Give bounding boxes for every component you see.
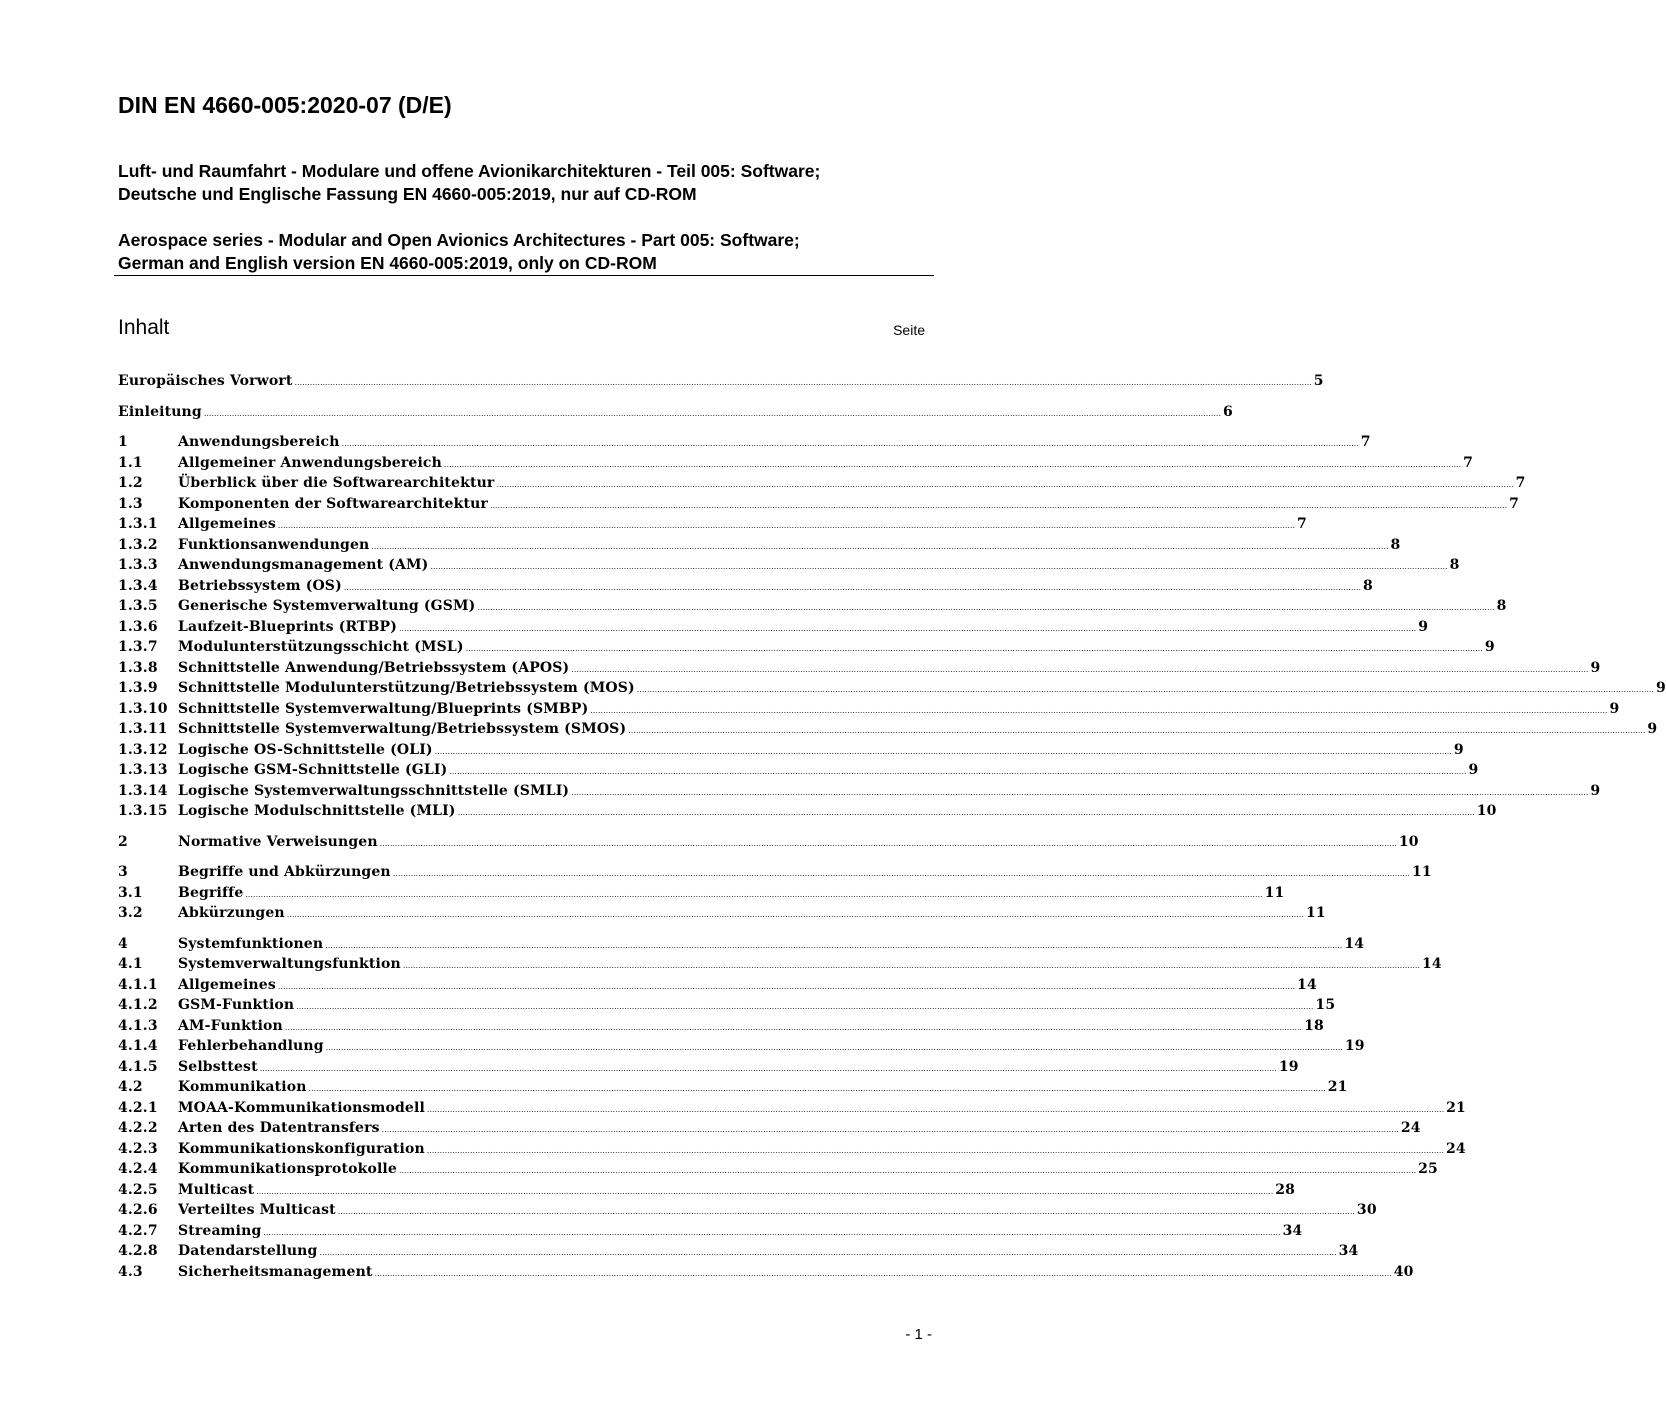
toc-entry-page: 8: [1363, 577, 1373, 594]
toc-page-column-label: Seite: [893, 322, 925, 338]
toc-entry-title: Normative Verweisungen: [178, 833, 378, 850]
toc-dot-leader: ................................................................................................................................................................................................................................................................................................................................................................................................................: [398, 1166, 1417, 1175]
toc-entry-page: 7: [1463, 454, 1474, 471]
toc-entry-page: 7: [1509, 495, 1520, 512]
toc-entry-title: Selbsttest: [178, 1058, 258, 1075]
toc-entry[interactable]: [118, 934, 1365, 955]
toc-entry-page: 30: [1356, 1202, 1377, 1218]
toc-entry-page: 25: [1418, 1161, 1438, 1177]
toc-dot-leader: ................................................................................................................................................................................................................................................................................................................................................................................................................: [443, 459, 1462, 469]
toc-entry[interactable]: [118, 1221, 1303, 1242]
toc-entry-page: 8: [1390, 536, 1401, 553]
toc-entry-page: 28: [1275, 1181, 1296, 1198]
toc-entry[interactable]: [118, 760, 1479, 781]
title-divider: [114, 275, 934, 276]
toc-entry-title: Komponenten der Softwarearchitektur: [178, 495, 488, 512]
toc-entry[interactable]: [118, 862, 1432, 883]
toc-entry-title: Abkürzungen: [178, 905, 285, 921]
toc-entry[interactable]: [118, 514, 1307, 535]
toc-entry-number: 4.2.7: [118, 1222, 158, 1239]
toc-entry[interactable]: [118, 719, 1658, 740]
toc-entry-page: 21: [1446, 1099, 1466, 1116]
toc-dot-leader: ................................................................................................................................................................................................................................................................................................................................................................................................................: [392, 869, 1410, 878]
toc-dot-leader: ................................................................................................................................................................................................................................................................................................................................................................................................................: [203, 408, 1222, 418]
toc-entry-number: 1.3.11: [118, 721, 168, 737]
toc-entry-title: Allgemeines: [178, 976, 276, 993]
toc-entry-title: Überblick über die Softwarearchitektur: [178, 475, 495, 491]
toc-entry-title: Multicast: [178, 1181, 255, 1198]
page-number: - 1 -: [905, 1326, 932, 1343]
toc-entry-number: 1.3.1: [118, 516, 158, 532]
toc-entry-title: MOAA-Kommunikationsmodell: [178, 1099, 425, 1116]
toc-entry-title: Kommunikation: [178, 1079, 307, 1095]
toc-entry-page: 9: [1590, 782, 1601, 799]
toc-entry[interactable]: [118, 740, 1464, 761]
toc-entry-number: 4.2.4: [118, 1161, 158, 1177]
toc-entry-number: 4.1.2: [118, 997, 158, 1013]
toc-dot-leader: ................................................................................................................................................................................................................................................................................................................................................................................................................: [319, 1248, 1337, 1257]
toc-entry-number: 1.3.14: [118, 782, 168, 799]
toc-entry-page: 7: [1297, 516, 1307, 532]
toc-entry-number: 1.3.2: [118, 536, 158, 553]
toc-entry-title: Systemfunktionen: [178, 935, 324, 952]
toc-dot-leader: ................................................................................................................................................................................................................................................................................................................................................................................................................: [277, 521, 1296, 530]
toc-entry[interactable]: [118, 903, 1326, 924]
toc-entry-number: 4.3: [118, 1263, 143, 1280]
toc-entry-title: Anwendungsbereich: [178, 434, 340, 450]
toc-entry-page: 9: [1453, 741, 1464, 758]
toc-entry-title: AM-Funktion: [178, 1017, 283, 1034]
toc-entry[interactable]: [118, 699, 1620, 720]
toc-entry-page: 8: [1449, 557, 1460, 573]
toc-dot-leader: ................................................................................................................................................................................................................................................................................................................................................................................................................: [457, 808, 1475, 817]
toc-dot-leader: ................................................................................................................................................................................................................................................................................................................................................................................................................: [434, 746, 1452, 756]
toc-entry-page: 34: [1338, 1243, 1359, 1259]
toc-entry[interactable]: [118, 1057, 1299, 1078]
toc-dot-leader: ................................................................................................................................................................................................................................................................................................................................................................................................................: [496, 480, 1514, 489]
toc-entry-title: Fehlerbehandlung: [178, 1038, 324, 1054]
toc-entry-page: 15: [1315, 997, 1336, 1013]
toc-entry[interactable]: [118, 781, 1601, 802]
toc-dot-leader: ................................................................................................................................................................................................................................................................................................................................................................................................................: [284, 1022, 1303, 1032]
toc-entry-number: 1.3.9: [118, 680, 158, 696]
toc-dot-leader: ................................................................................................................................................................................................................................................................................................................................................................................................................: [325, 1043, 1343, 1052]
toc-entry-page: 7: [1360, 434, 1371, 450]
toc-entry-number: 3.2: [118, 905, 143, 921]
toc-entry-number: 4.1.3: [118, 1017, 158, 1034]
toc-dot-leader: ................................................................................................................................................................................................................................................................................................................................................................................................................: [379, 838, 1397, 848]
toc-entry-number: 4.2.1: [118, 1099, 158, 1116]
toc-entry-page: 5: [1313, 373, 1324, 389]
toc-entry-title: Begriffe und Abkürzungen: [178, 864, 391, 880]
toc-entry[interactable]: [118, 494, 1520, 515]
toc-dot-leader: ................................................................................................................................................................................................................................................................................................................................................................................................................: [308, 1084, 1326, 1093]
toc-dot-leader: ................................................................................................................................................................................................................................................................................................................................................................................................................: [371, 541, 1389, 551]
toc-entry-title: Schnittstelle Systemverwaltung/Blueprints (SMBP): [178, 700, 589, 717]
toc-entry-page: 19: [1278, 1058, 1299, 1075]
toc-entry-number: 4.2: [118, 1079, 143, 1095]
toc-dot-leader: ................................................................................................................................................................................................................................................................................................................................................................................................................: [337, 1207, 1355, 1216]
german-title-line-1: Luft- und Raumfahrt - Modulare und offene Avionikarchitekturen - Teil 005: Software;: [118, 161, 821, 181]
toc-entry-page: 9: [1609, 700, 1620, 717]
toc-entry-title: GSM-Funktion: [178, 997, 295, 1013]
toc-dot-leader: ................................................................................................................................................................................................................................................................................................................................................................................................................: [286, 910, 1304, 919]
toc-entry-number: 4.2.5: [118, 1181, 158, 1198]
toc-dot-leader: ................................................................................................................................................................................................................................................................................................................................................................................................................: [341, 439, 1359, 448]
english-title-line-2: German and English version EN 4660-005:2019, only on CD-ROM: [118, 253, 657, 273]
toc-entry-page: 24: [1400, 1120, 1421, 1136]
toc-entry-number: 4.1.5: [118, 1058, 158, 1075]
toc-dot-leader: ................................................................................................................................................................................................................................................................................................................................................................................................................: [449, 767, 1467, 776]
toc-dot-leader: ................................................................................................................................................................................................................................................................................................................................................................................................................: [489, 500, 1508, 510]
toc-entry[interactable]: [118, 975, 1317, 996]
toc-entry-number: 3: [118, 864, 128, 880]
toc-dot-leader: ................................................................................................................................................................................................................................................................................................................................................................................................................: [343, 582, 1362, 592]
toc-entry-title: Schnittstelle Anwendung/Betriebssystem (APOS): [178, 659, 570, 676]
toc-dot-leader: ................................................................................................................................................................................................................................................................................................................................................................................................................: [374, 1268, 1392, 1278]
german-title-line-2: Deutsche und Englische Fassung EN 4660-005:2019, nur auf CD-ROM: [118, 184, 697, 204]
toc-entry-page: 19: [1344, 1038, 1365, 1054]
toc-entry-page: 7: [1515, 475, 1526, 491]
toc-entry[interactable]: [118, 1180, 1296, 1201]
toc-dot-leader: ................................................................................................................................................................................................................................................................................................................................................................................................................: [263, 1227, 1281, 1237]
toc-entry-number: 4.2.6: [118, 1202, 158, 1218]
toc-entry-number: 4.1: [118, 956, 143, 972]
toc-entry-number: 1.3.12: [118, 741, 168, 758]
toc-entry[interactable]: [118, 453, 1474, 474]
toc-entry-page: 18: [1304, 1017, 1324, 1034]
toc-entry-number: 4: [118, 935, 128, 952]
toc-entry[interactable]: [118, 555, 1460, 576]
toc-dot-leader: ................................................................................................................................................................................................................................................................................................................................................................................................................: [571, 787, 1589, 797]
toc-entry-page: 8: [1496, 598, 1507, 614]
toc-entry-number: 1.3.10: [118, 700, 168, 717]
toc-entry[interactable]: [118, 1241, 1359, 1262]
toc-entry-title: Funktionsanwendungen: [178, 536, 370, 553]
toc-entry[interactable]: [118, 678, 1666, 699]
toc-entry-page: 21: [1327, 1079, 1348, 1095]
toc-dot-leader: ................................................................................................................................................................................................................................................................................................................................................................................................................: [256, 1186, 1274, 1196]
toc-dot-leader: ................................................................................................................................................................................................................................................................................................................................................................................................................: [465, 644, 1483, 653]
toc-entry-title: Allgemeiner Anwendungsbereich: [178, 454, 442, 471]
toc-entry-title: Generische Systemverwaltung (GSM): [178, 598, 476, 614]
toc-entry-title: Begriffe: [178, 884, 244, 901]
toc-entry-page: 10: [1398, 833, 1419, 850]
toc-entry-title: Anwendungsmanagement (AM): [178, 557, 429, 573]
toc-dot-leader: ................................................................................................................................................................................................................................................................................................................................................................................................................: [294, 378, 1312, 387]
toc-entry[interactable]: [118, 1036, 1365, 1057]
toc-entry-title: Verteiltes Multicast: [178, 1202, 336, 1218]
toc-entry-page: 24: [1445, 1140, 1466, 1157]
toc-dot-leader: ................................................................................................................................................................................................................................................................................................................................................................................................................: [477, 603, 1495, 612]
toc-entry-page: 11: [1264, 884, 1285, 901]
toc-entry[interactable]: [118, 402, 1233, 423]
toc-entry-page: 9: [1418, 618, 1429, 635]
toc-dot-leader: ................................................................................................................................................................................................................................................................................................................................................................................................................: [402, 961, 1420, 970]
toc-entry[interactable]: [118, 1159, 1438, 1180]
toc-entry-number: 1.3.5: [118, 598, 158, 614]
toc-entry[interactable]: [118, 473, 1526, 494]
toc-entry-page: 9: [1484, 639, 1495, 655]
toc-entry-title: Kommunikationskonfiguration: [178, 1140, 425, 1157]
toc-dot-leader: ................................................................................................................................................................................................................................................................................................................................................................................................................: [426, 1104, 1445, 1114]
toc-entry-page: 40: [1393, 1263, 1414, 1280]
english-title-line-1: Aerospace series - Modular and Open Avionics Architectures - Part 005: Software;: [118, 230, 800, 250]
toc-dot-leader: ................................................................................................................................................................................................................................................................................................................................................................................................................: [430, 562, 1448, 571]
toc-entry-title: Logische OS-Schnittstelle (OLI): [178, 741, 433, 758]
toc-entry-page: 11: [1305, 905, 1326, 921]
toc-dot-leader: ................................................................................................................................................................................................................................................................................................................................................................................................................: [628, 726, 1646, 735]
toc-entry-title: Allgemeines: [178, 516, 276, 532]
toc-entry-page: 10: [1476, 803, 1497, 819]
toc-entry-title: Datendarstellung: [178, 1243, 318, 1259]
toc-entry[interactable]: [118, 954, 1442, 975]
toc-dot-leader: ................................................................................................................................................................................................................................................................................................................................................................................................................: [325, 940, 1343, 950]
toc-entry[interactable]: [118, 535, 1401, 556]
toc-dot-leader: ................................................................................................................................................................................................................................................................................................................................................................................................................: [571, 664, 1589, 674]
toc-entry[interactable]: [118, 1118, 1421, 1139]
toc-entry[interactable]: [118, 1262, 1414, 1283]
toc-entry-number: 1.3.8: [118, 659, 158, 676]
toc-entry[interactable]: [118, 371, 1324, 392]
toc-entry-number: 1.3.3: [118, 557, 158, 573]
toc-entry-title: Streaming: [178, 1222, 262, 1239]
toc-entry[interactable]: [118, 1077, 1348, 1098]
table-of-contents: [118, 371, 1666, 1282]
toc-entry[interactable]: [118, 658, 1601, 679]
toc-entry-page: 14: [1344, 935, 1365, 952]
toc-dot-leader: ................................................................................................................................................................................................................................................................................................................................................................................................................: [296, 1002, 1314, 1011]
toc-entry-number: 3.1: [118, 884, 143, 901]
german-title: [118, 160, 820, 206]
toc-entry[interactable]: [118, 637, 1495, 658]
toc-entry-number: 1.3.13: [118, 762, 168, 778]
toc-entry-number: 1.1: [118, 454, 143, 471]
toc-dot-leader: ................................................................................................................................................................................................................................................................................................................................................................................................................: [245, 889, 1263, 899]
toc-entry-number: 4.2.2: [118, 1120, 158, 1136]
toc-entry-title: Schnittstelle Modulunterstützung/Betriebssystem (MOS): [178, 680, 635, 696]
toc-entry-title: Schnittstelle Systemverwaltung/Betriebssystem (SMOS): [178, 721, 627, 737]
toc-entry-number: 4.2.8: [118, 1243, 158, 1259]
toc-entry-title: Arten des Datentransfers: [178, 1120, 380, 1136]
toc-entry-number: 1.3: [118, 495, 143, 512]
toc-entry[interactable]: [118, 576, 1373, 597]
toc-entry-number: 1.3.4: [118, 577, 158, 594]
toc-entry[interactable]: [118, 801, 1497, 822]
toc-entry-page: 9: [1647, 721, 1658, 737]
toc-entry-number: 1: [118, 434, 128, 450]
toc-entry-number: 4.1.4: [118, 1038, 158, 1054]
toc-entry-title: Logische GSM-Schnittstelle (GLI): [178, 762, 448, 778]
toc-dot-leader: ................................................................................................................................................................................................................................................................................................................................................................................................................: [259, 1063, 1277, 1073]
toc-dot-leader: ................................................................................................................................................................................................................................................................................................................................................................................................................: [590, 705, 1608, 715]
toc-dot-leader: ................................................................................................................................................................................................................................................................................................................................................................................................................: [381, 1125, 1399, 1134]
toc-entry-number: 1.3.7: [118, 639, 158, 655]
toc-entry-page: 14: [1297, 976, 1317, 993]
toc-dot-leader: ................................................................................................................................................................................................................................................................................................................................................................................................................: [399, 623, 1417, 633]
document-title: DIN EN 4660-005:2020-07 (D/E): [118, 92, 452, 118]
toc-entry[interactable]: [118, 1200, 1377, 1221]
toc-dot-leader: ................................................................................................................................................................................................................................................................................................................................................................................................................: [426, 1145, 1444, 1155]
toc-entry[interactable]: [118, 1098, 1466, 1119]
toc-entry-page: 14: [1422, 956, 1442, 972]
toc-entry-title: Betriebssystem (OS): [178, 577, 342, 594]
toc-entry-title: Einleitung: [118, 403, 202, 420]
toc-entry-number: 1.2: [118, 475, 143, 491]
toc-entry[interactable]: [118, 1139, 1466, 1160]
toc-dot-leader: ................................................................................................................................................................................................................................................................................................................................................................................................................: [636, 685, 1654, 694]
toc-entry-page: 11: [1411, 864, 1432, 880]
toc-entry-page: 6: [1223, 403, 1233, 420]
toc-entry-page: 34: [1282, 1222, 1303, 1239]
toc-entry-number: 4.1.1: [118, 976, 158, 993]
toc-entry[interactable]: [118, 617, 1429, 638]
toc-entry[interactable]: [118, 1016, 1324, 1037]
toc-entry-page: 9: [1655, 680, 1666, 696]
toc-entry[interactable]: [118, 995, 1336, 1016]
toc-entry[interactable]: [118, 432, 1371, 453]
toc-entry[interactable]: [118, 883, 1285, 904]
toc-dot-leader: ................................................................................................................................................................................................................................................................................................................................................................................................................: [277, 981, 1296, 991]
toc-entry-number: 4.2.3: [118, 1140, 158, 1157]
toc-entry-title: Modulunterstützungsschicht (MSL): [178, 639, 464, 655]
toc-entry-title: Logische Systemverwaltungsschnittstelle (SMLI): [178, 782, 570, 799]
toc-entry-title: Systemverwaltungsfunktion: [178, 956, 401, 972]
english-title: [118, 229, 800, 275]
toc-entry-title: Europäisches Vorwort: [118, 373, 293, 389]
toc-entry-title: Logische Modulschnittstelle (MLI): [178, 803, 456, 819]
toc-entry-title: Kommunikationsprotokolle: [178, 1161, 397, 1177]
toc-entry-number: 1.3.15: [118, 803, 168, 819]
toc-heading: Inhalt: [118, 316, 170, 339]
toc-entry-title: Laufzeit-Blueprints (RTBP): [178, 618, 398, 635]
toc-entry-number: 2: [118, 833, 128, 850]
toc-entry-page: 9: [1468, 762, 1479, 778]
toc-entry-title: Sicherheitsmanagement: [178, 1263, 373, 1280]
toc-entry-number: 1.3.6: [118, 618, 158, 635]
toc-entry[interactable]: [118, 596, 1507, 617]
toc-entry[interactable]: [118, 832, 1419, 853]
toc-entry-page: 9: [1590, 659, 1601, 676]
